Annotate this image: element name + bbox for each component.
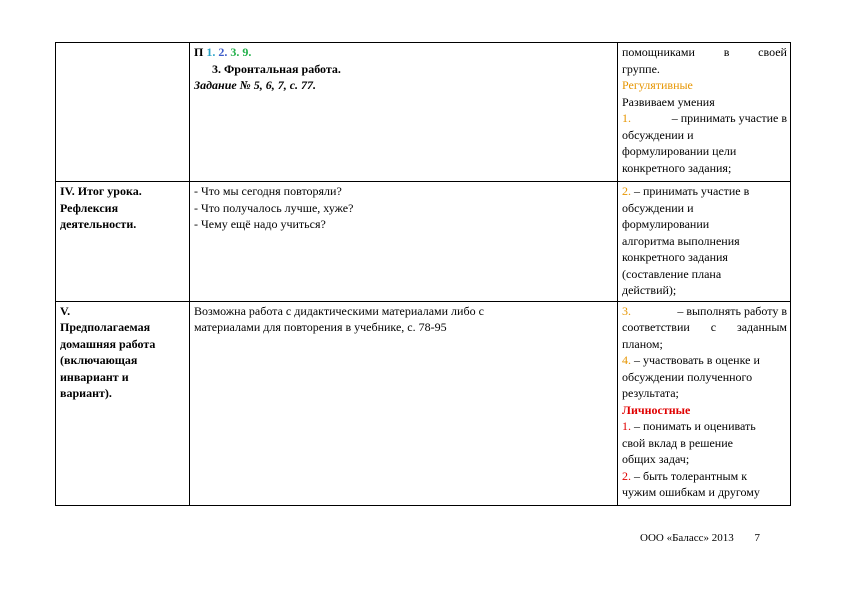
page-footer: [640, 532, 760, 544]
skill-item-3: 3. – выполнять работу в: [622, 303, 787, 318]
table-row: [56, 43, 791, 182]
reflection-question: - Что мы сегодня повторяли?: [194, 184, 342, 198]
footer-company: ООО «Баласс» 2013: [640, 532, 734, 544]
stage-cell: V. Предполагаемая домашняя работа (включающая инвариант и вариант).: [56, 301, 190, 505]
skill-item-1: 1. – принимать участие в: [622, 111, 787, 125]
task-num-1: 1.: [206, 45, 216, 59]
reflection-question: - Чему ещё надо учиться?: [194, 217, 326, 231]
table-row: [56, 182, 791, 302]
regulatory-heading: Регулятивные: [622, 78, 693, 92]
frontal-work: 3. Фронтальная работа.: [212, 61, 341, 76]
skills-cell: 2. – принимать участие в обсуждении и формулировании алгоритма выполнения конкретного задания (составление плана действий);: [618, 182, 791, 302]
personal-heading: Личностные: [622, 402, 691, 417]
task-num-3: 3.: [230, 45, 240, 59]
stage-cell: [56, 43, 190, 182]
skills-cell: помощниками в своей группе. Регулятивные Развиваем умения 1. – принимать участие в обсуждении и формулировании цели конкретного задания;: [618, 43, 791, 182]
table-row: [56, 301, 791, 505]
stage-cell: IV. Итог урока. Рефлексия деятельности.: [56, 182, 190, 302]
homework-text: Возможна работа с дидактическими материалами либо с: [194, 303, 484, 318]
skill-item-4: 4. – участвовать в оценке и: [622, 353, 760, 367]
task-num-2: 2.: [218, 45, 228, 59]
task-num-4: 9.: [242, 45, 252, 59]
task-numbers: П 1. 2. 3. 9.: [194, 45, 252, 59]
page-number: 7: [754, 532, 761, 544]
skills-continued: помощниками в своей: [622, 45, 787, 59]
skill-item-2: 2. – принимать участие в: [622, 184, 750, 198]
reflection-question: - Что получалось лучше, хуже?: [194, 200, 354, 215]
content-cell: [190, 301, 618, 505]
skills-cell: 3. – выполнять работу в соответствии с заданным планом; 4. – участвовать в оценке и обсуждении полученного результата; Личностные 1. – понимать и оценивать свой вклад в решение общих задач; 2. – быть толерантным к чужим ошибкам и другому: [618, 301, 791, 505]
personal-item-2: 2. – быть толерантным к: [622, 468, 748, 483]
personal-item-1: 1. – понимать и оценивать: [622, 419, 756, 433]
lesson-plan-table: [55, 42, 791, 506]
assignment: Задание № 5, 6, 7, с. 77.: [194, 78, 317, 92]
content-cell: [190, 182, 618, 302]
homework-text: материалами для повторения в учебнике, с. 78-95: [194, 320, 447, 334]
content-cell: [190, 43, 618, 182]
develop-skills: Развиваем умения: [622, 94, 715, 109]
